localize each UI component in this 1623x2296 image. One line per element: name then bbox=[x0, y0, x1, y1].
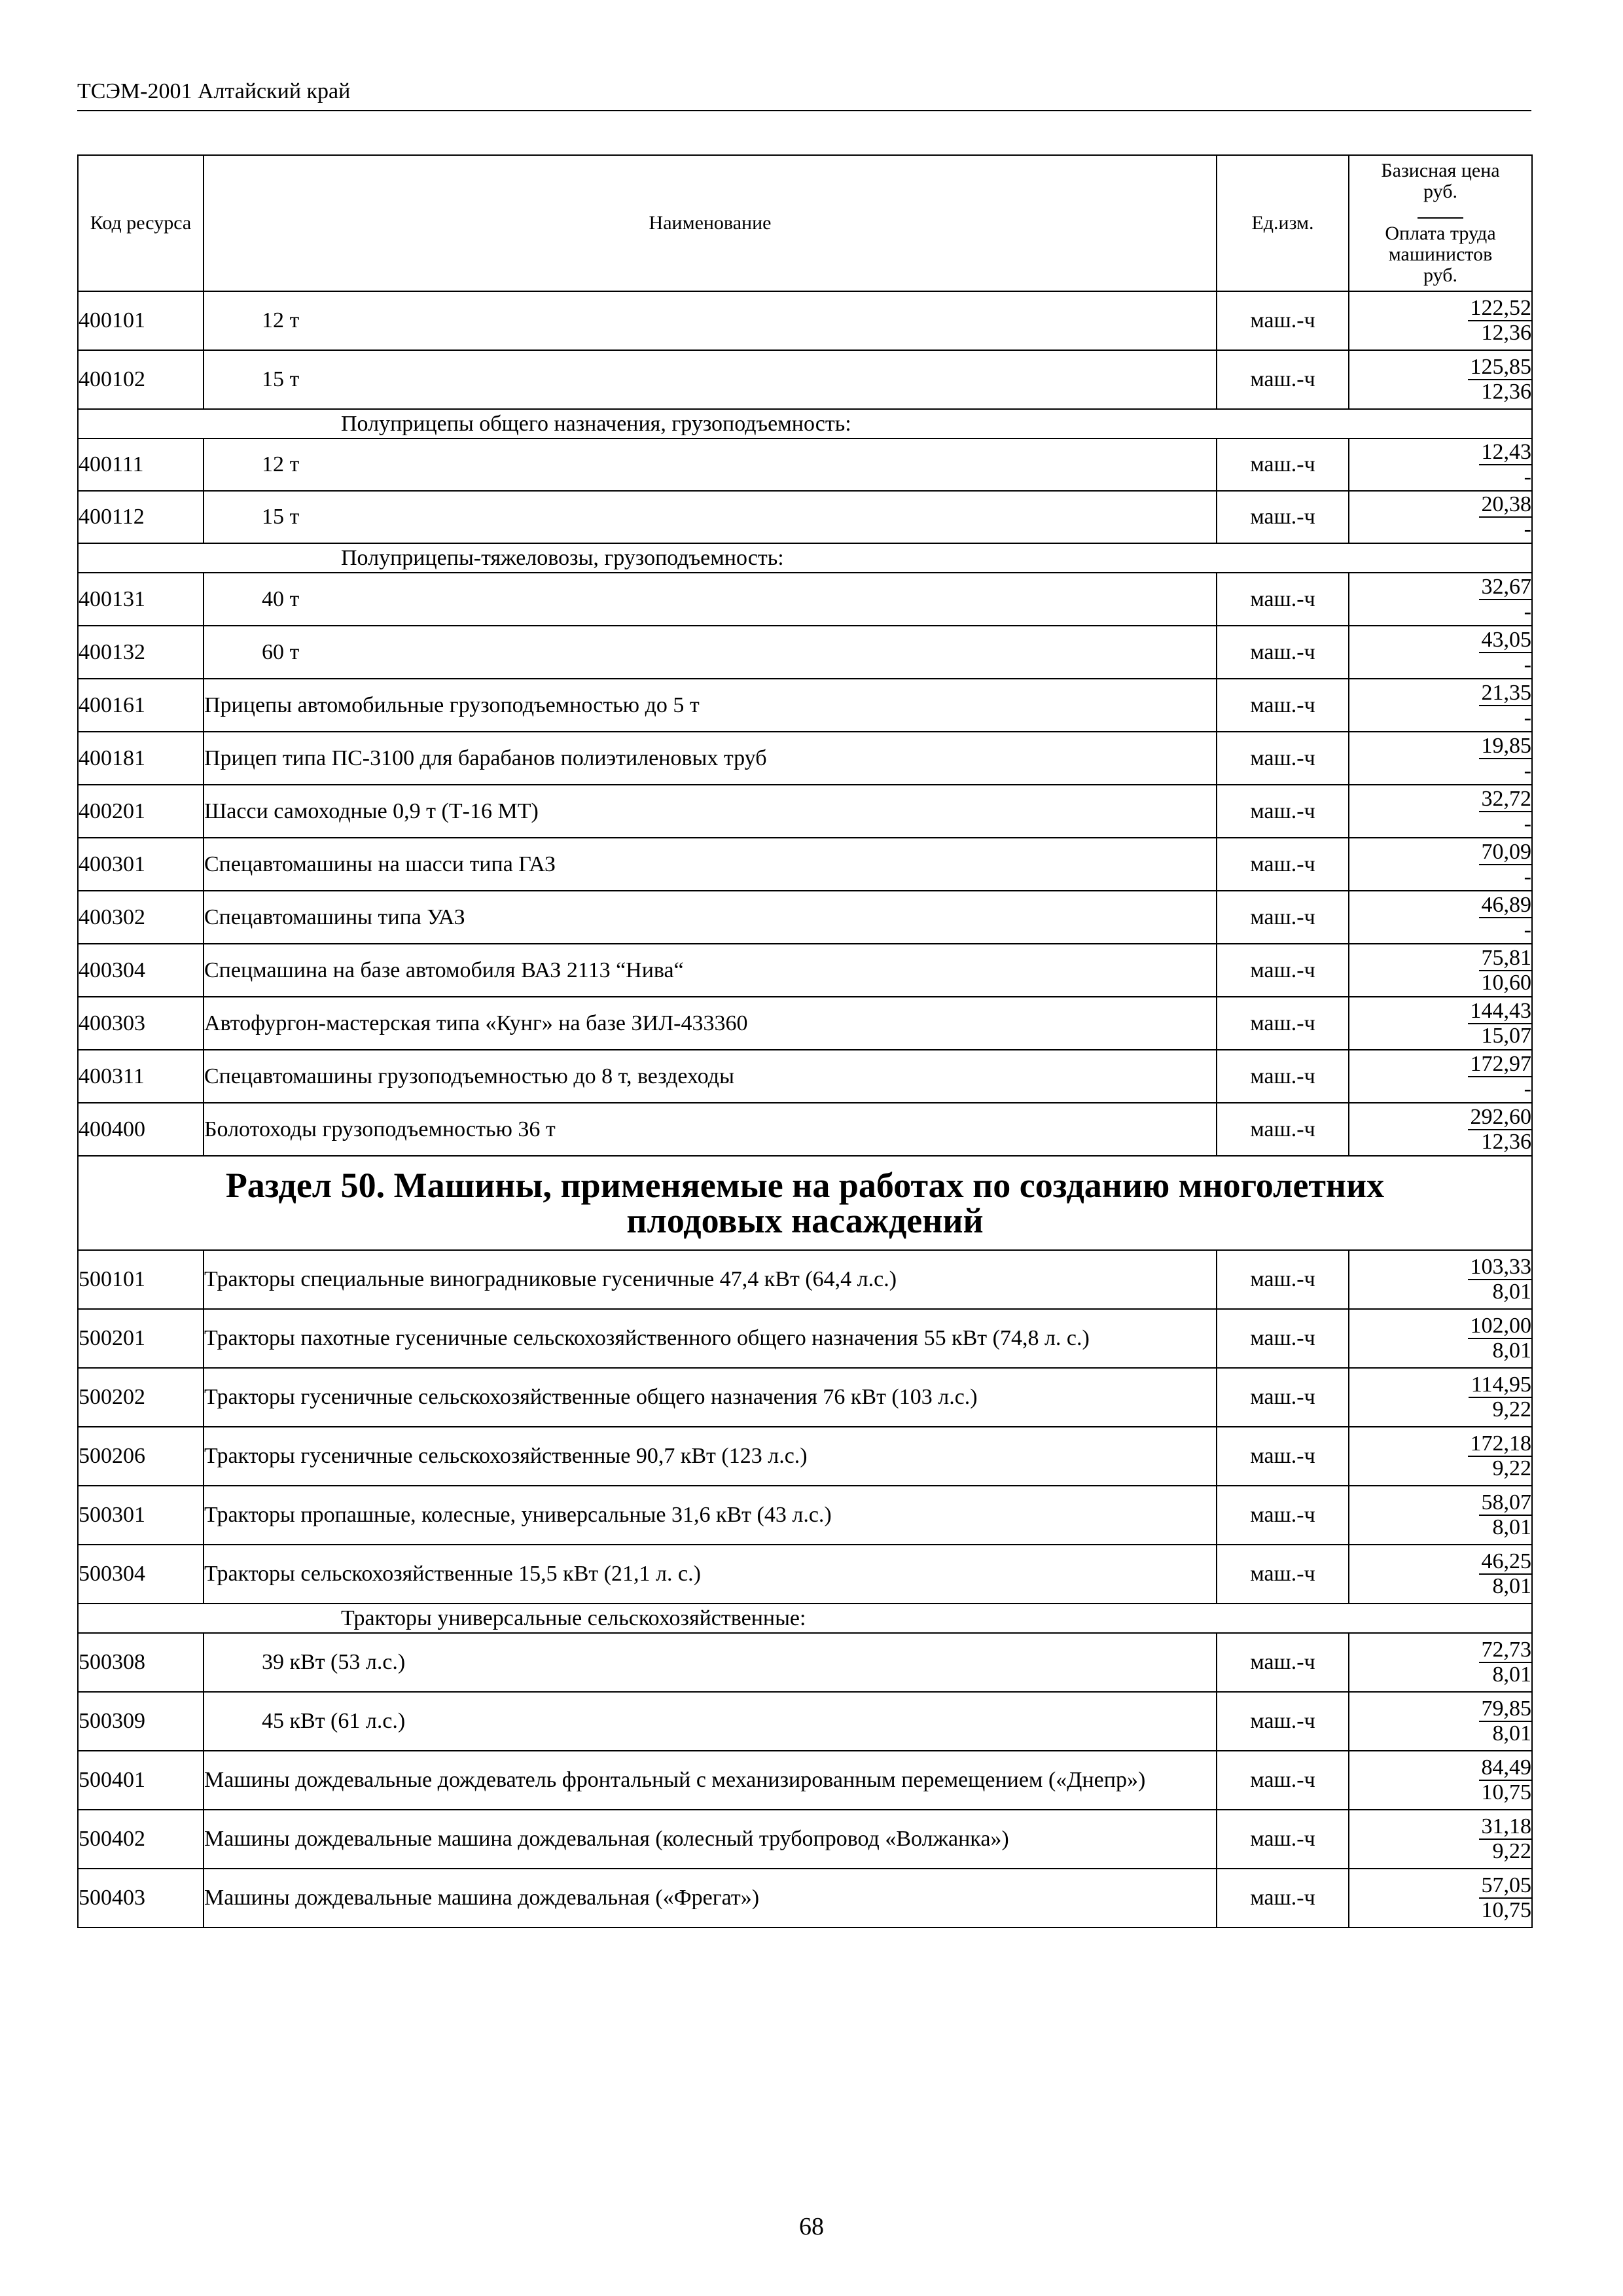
header-wage-line2: машинистов bbox=[1388, 243, 1493, 265]
table-row bbox=[78, 679, 1532, 732]
resource-code: 500202 bbox=[78, 1368, 204, 1427]
table-row bbox=[78, 1692, 1532, 1751]
resource-unit: маш.-ч bbox=[1217, 838, 1349, 891]
price-fraction bbox=[1468, 1105, 1532, 1154]
price-fraction bbox=[1468, 1255, 1532, 1304]
base-price: 75,81 bbox=[1479, 946, 1532, 971]
header-name: Наименование bbox=[204, 155, 1217, 291]
base-price: 72,73 bbox=[1479, 1638, 1532, 1663]
operator-wage: 12,36 bbox=[1481, 321, 1531, 345]
operator-wage: 9,22 bbox=[1492, 1397, 1531, 1422]
price-cell bbox=[1349, 1427, 1532, 1486]
table-row bbox=[78, 1427, 1532, 1486]
operator-wage: - bbox=[1524, 758, 1531, 783]
price-cell bbox=[1349, 1869, 1532, 1928]
operator-wage: - bbox=[1524, 517, 1531, 541]
subheading-row bbox=[78, 543, 1532, 573]
base-price: 46,89 bbox=[1479, 893, 1532, 918]
resource-name: 15 т bbox=[204, 491, 1217, 543]
table-row bbox=[78, 732, 1532, 785]
resource-code: 500401 bbox=[78, 1751, 204, 1810]
price-cell bbox=[1349, 1692, 1532, 1751]
price-fraction bbox=[1468, 1432, 1532, 1480]
price-cell bbox=[1349, 997, 1532, 1050]
table-row bbox=[78, 1751, 1532, 1810]
resource-unit: маш.-ч bbox=[1217, 1427, 1349, 1486]
base-price: 103,33 bbox=[1468, 1255, 1532, 1280]
resource-name: Тракторы специальные виноградниковые гусеничные 47,4 кВт (64,4 л.с.) bbox=[204, 1250, 1217, 1309]
resource-name: Тракторы гусеничные сельскохозяйственные 90,7 кВт (123 л.с.) bbox=[204, 1427, 1217, 1486]
resource-name: Болотоходы грузоподъемностью 36 т bbox=[204, 1103, 1217, 1156]
price-fraction bbox=[1479, 628, 1532, 677]
resource-unit: маш.-ч bbox=[1217, 1368, 1349, 1427]
resource-unit: маш.-ч bbox=[1217, 439, 1349, 491]
resource-unit: маш.-ч bbox=[1217, 891, 1349, 944]
section-heading bbox=[79, 1162, 1531, 1244]
operator-wage: 8,01 bbox=[1492, 1280, 1531, 1304]
price-fraction bbox=[1479, 1874, 1532, 1922]
resource-code: 500304 bbox=[78, 1545, 204, 1604]
resource-unit: маш.-ч bbox=[1217, 1633, 1349, 1692]
table-row bbox=[78, 891, 1532, 944]
resource-unit: маш.-ч bbox=[1217, 785, 1349, 838]
price-fraction bbox=[1479, 681, 1532, 730]
resource-name: 12 т bbox=[204, 291, 1217, 350]
resource-name: Тракторы пахотные гусеничные сельскохозяйственного общего назначения 55 кВт (74,8 л. с.) bbox=[204, 1309, 1217, 1368]
table-row bbox=[78, 1368, 1532, 1427]
resource-code: 400181 bbox=[78, 732, 204, 785]
header-price-line1: Базисная цена bbox=[1381, 160, 1500, 181]
resource-unit: маш.-ч bbox=[1217, 1050, 1349, 1103]
resource-name: Шасси самоходные 0,9 т (Т-16 МТ) bbox=[204, 785, 1217, 838]
table-row bbox=[78, 997, 1532, 1050]
table-row bbox=[78, 1309, 1532, 1368]
price-cell bbox=[1349, 1250, 1532, 1309]
resource-unit: маш.-ч bbox=[1217, 350, 1349, 409]
operator-wage: 9,22 bbox=[1492, 1839, 1531, 1863]
price-fraction bbox=[1479, 946, 1532, 995]
resource-unit: маш.-ч bbox=[1217, 1250, 1349, 1309]
resource-code: 500101 bbox=[78, 1250, 204, 1309]
resource-name: 60 т bbox=[204, 626, 1217, 679]
operator-wage: 8,01 bbox=[1492, 1574, 1531, 1598]
table-row bbox=[78, 291, 1532, 350]
price-cell bbox=[1349, 1545, 1532, 1604]
subheading-row bbox=[78, 1604, 1532, 1633]
base-price: 84,49 bbox=[1479, 1756, 1532, 1781]
table-row bbox=[78, 1103, 1532, 1156]
table-row bbox=[78, 1810, 1532, 1869]
subheading: Полуприцепы-тяжеловозы, грузоподъемность: bbox=[204, 543, 1532, 573]
resource-code: 400201 bbox=[78, 785, 204, 838]
price-fraction bbox=[1479, 1697, 1532, 1746]
operator-wage: 10,75 bbox=[1481, 1898, 1531, 1922]
price-fraction bbox=[1479, 1550, 1532, 1598]
resource-code: 400400 bbox=[78, 1103, 204, 1156]
section-heading-row bbox=[78, 1156, 1532, 1250]
base-price: 172,18 bbox=[1468, 1432, 1532, 1457]
resource-name: Прицепы автомобильные грузоподъемностью до 5 т bbox=[204, 679, 1217, 732]
table-header bbox=[78, 155, 1532, 291]
operator-wage: 15,07 bbox=[1481, 1023, 1531, 1048]
resource-unit: маш.-ч bbox=[1217, 1869, 1349, 1928]
operator-wage: 12,36 bbox=[1481, 1129, 1531, 1154]
resource-code: 400161 bbox=[78, 679, 204, 732]
operator-wage: - bbox=[1524, 811, 1531, 836]
price-fraction bbox=[1469, 1373, 1531, 1422]
table-row bbox=[78, 1486, 1532, 1545]
resource-table bbox=[77, 154, 1533, 1928]
resource-code: 400101 bbox=[78, 291, 204, 350]
resource-code: 500308 bbox=[78, 1633, 204, 1692]
operator-wage: - bbox=[1524, 465, 1531, 489]
base-price: 21,35 bbox=[1479, 681, 1532, 706]
subheading: Тракторы универсальные сельскохозяйственные: bbox=[204, 1604, 1532, 1633]
price-cell bbox=[1349, 1751, 1532, 1810]
price-cell bbox=[1349, 1368, 1532, 1427]
header-wage-line3: руб. bbox=[1423, 264, 1457, 286]
resource-name: 15 т bbox=[204, 350, 1217, 409]
price-fraction bbox=[1479, 440, 1532, 489]
resource-unit: маш.-ч bbox=[1217, 1751, 1349, 1810]
operator-wage: - bbox=[1524, 917, 1531, 942]
price-fraction bbox=[1479, 734, 1532, 783]
operator-wage: 10,75 bbox=[1481, 1780, 1531, 1804]
header-code: Код ресурса bbox=[78, 155, 204, 291]
subheading: Полуприцепы общего назначения, грузоподъемность: bbox=[204, 409, 1532, 439]
table-row bbox=[78, 573, 1532, 626]
table-row bbox=[78, 838, 1532, 891]
header-wage-line1: Оплата труда bbox=[1385, 223, 1496, 244]
resource-name: 39 кВт (53 л.с.) bbox=[204, 1633, 1217, 1692]
price-cell bbox=[1349, 350, 1532, 409]
resource-unit: маш.-ч bbox=[1217, 1692, 1349, 1751]
resource-name: Спецмашина на базе автомобиля ВАЗ 2113 “Нива“ bbox=[204, 944, 1217, 997]
resource-name: Тракторы сельскохозяйственные 15,5 кВт (21,1 л. с.) bbox=[204, 1545, 1217, 1604]
price-cell bbox=[1349, 1103, 1532, 1156]
resource-code: 400112 bbox=[78, 491, 204, 543]
resource-unit: маш.-ч bbox=[1217, 997, 1349, 1050]
price-fraction bbox=[1479, 1638, 1532, 1687]
operator-wage: - bbox=[1524, 864, 1531, 889]
resource-name: Машины дождевальные дождеватель фронтальный с механизированным перемещением («Днепр») bbox=[204, 1751, 1217, 1810]
resource-code: 400102 bbox=[78, 350, 204, 409]
price-cell bbox=[1349, 891, 1532, 944]
price-fraction bbox=[1479, 575, 1532, 624]
resource-unit: маш.-ч bbox=[1217, 732, 1349, 785]
operator-wage: 8,01 bbox=[1492, 1515, 1531, 1539]
resource-unit: маш.-ч bbox=[1217, 1545, 1349, 1604]
table-row bbox=[78, 944, 1532, 997]
base-price: 125,85 bbox=[1468, 355, 1532, 380]
table-row bbox=[78, 1050, 1532, 1103]
base-price: 46,25 bbox=[1479, 1550, 1532, 1575]
resource-unit: маш.-ч bbox=[1217, 944, 1349, 997]
resource-code: 500201 bbox=[78, 1309, 204, 1368]
price-cell bbox=[1349, 1309, 1532, 1368]
price-cell bbox=[1349, 1486, 1532, 1545]
resource-name: Автофургон-мастерская типа «Кунг» на базе ЗИЛ-433360 bbox=[204, 997, 1217, 1050]
resource-code: 400303 bbox=[78, 997, 204, 1050]
operator-wage: 12,36 bbox=[1481, 380, 1531, 404]
base-price: 79,85 bbox=[1479, 1697, 1532, 1722]
price-cell bbox=[1349, 1810, 1532, 1869]
base-price: 144,43 bbox=[1468, 999, 1532, 1024]
resource-code: 500403 bbox=[78, 1869, 204, 1928]
price-fraction bbox=[1479, 1491, 1532, 1539]
page-number: 68 bbox=[799, 2213, 824, 2240]
resource-name: Спецавтомашины грузоподъемностью до 8 т, вездеходы bbox=[204, 1050, 1217, 1103]
resource-unit: маш.-ч bbox=[1217, 679, 1349, 732]
section-heading-line1: Раздел 50. Машины, применяемые на работах по созданию многолетних bbox=[225, 1166, 1385, 1205]
header-price-line2: руб. bbox=[1423, 181, 1457, 202]
resource-name: Тракторы пропашные, колесные, универсальные 31,6 кВт (43 л.с.) bbox=[204, 1486, 1217, 1545]
price-cell bbox=[1349, 491, 1532, 543]
header-price bbox=[1349, 155, 1532, 291]
price-cell bbox=[1349, 679, 1532, 732]
resource-unit: маш.-ч bbox=[1217, 573, 1349, 626]
price-fraction bbox=[1479, 840, 1532, 889]
resource-name: 40 т bbox=[204, 573, 1217, 626]
price-fraction bbox=[1468, 296, 1532, 345]
resource-name: Машины дождевальные машина дождевальная (колесный трубопровод «Волжанка») bbox=[204, 1810, 1217, 1869]
base-price: 31,18 bbox=[1479, 1815, 1532, 1840]
price-cell bbox=[1349, 291, 1532, 350]
table-row bbox=[78, 350, 1532, 409]
base-price: 70,09 bbox=[1479, 840, 1532, 865]
resource-code: 400311 bbox=[78, 1050, 204, 1103]
resource-code: 400132 bbox=[78, 626, 204, 679]
price-fraction bbox=[1468, 355, 1532, 404]
operator-wage: - bbox=[1524, 1076, 1531, 1101]
resource-code: 500301 bbox=[78, 1486, 204, 1545]
resource-code: 500206 bbox=[78, 1427, 204, 1486]
operator-wage: 8,01 bbox=[1492, 1662, 1531, 1687]
resource-unit: маш.-ч bbox=[1217, 1486, 1349, 1545]
resource-name: Спецавтомашины типа УАЗ bbox=[204, 891, 1217, 944]
price-cell bbox=[1349, 573, 1532, 626]
resource-name: Машины дождевальные машина дождевальная («Фрегат») bbox=[204, 1869, 1217, 1928]
base-price: 12,43 bbox=[1479, 440, 1532, 465]
resource-code: 400302 bbox=[78, 891, 204, 944]
resource-code: 400301 bbox=[78, 838, 204, 891]
resource-code: 500309 bbox=[78, 1692, 204, 1751]
resource-unit: маш.-ч bbox=[1217, 491, 1349, 543]
price-cell bbox=[1349, 1050, 1532, 1103]
operator-wage: - bbox=[1524, 599, 1531, 624]
resource-name: 45 кВт (61 л.с.) bbox=[204, 1692, 1217, 1751]
price-cell bbox=[1349, 1633, 1532, 1692]
operator-wage: 8,01 bbox=[1492, 1721, 1531, 1746]
base-price: 19,85 bbox=[1479, 734, 1532, 759]
base-price: 20,38 bbox=[1479, 493, 1532, 518]
resource-unit: маш.-ч bbox=[1217, 291, 1349, 350]
base-price: 114,95 bbox=[1469, 1373, 1531, 1398]
price-cell bbox=[1349, 944, 1532, 997]
operator-wage: 10,60 bbox=[1481, 970, 1531, 995]
table-row bbox=[78, 785, 1532, 838]
price-fraction bbox=[1479, 493, 1532, 541]
base-price: 32,67 bbox=[1479, 575, 1532, 600]
base-price: 32,72 bbox=[1479, 787, 1532, 812]
operator-wage: 9,22 bbox=[1492, 1456, 1531, 1480]
table-row bbox=[78, 626, 1532, 679]
table-row bbox=[78, 439, 1532, 491]
price-cell bbox=[1349, 785, 1532, 838]
resource-code: 500402 bbox=[78, 1810, 204, 1869]
table-row bbox=[78, 491, 1532, 543]
price-fraction bbox=[1468, 1052, 1532, 1101]
price-fraction bbox=[1479, 1756, 1532, 1804]
base-price: 292,60 bbox=[1468, 1105, 1532, 1130]
price-fraction bbox=[1479, 787, 1532, 836]
resource-name: Спецавтомашины на шасси типа ГАЗ bbox=[204, 838, 1217, 891]
table-row bbox=[78, 1633, 1532, 1692]
operator-wage: 8,01 bbox=[1492, 1338, 1531, 1363]
subheading-row bbox=[78, 409, 1532, 439]
price-fraction bbox=[1479, 893, 1532, 942]
base-price: 58,07 bbox=[1479, 1491, 1532, 1516]
operator-wage: - bbox=[1524, 705, 1531, 730]
page-header bbox=[77, 77, 1531, 111]
section-heading-line2: плодовых насаждений bbox=[626, 1201, 984, 1240]
base-price: 172,97 bbox=[1468, 1052, 1532, 1077]
table-row bbox=[78, 1869, 1532, 1928]
resource-code: 400111 bbox=[78, 439, 204, 491]
price-fraction bbox=[1468, 999, 1532, 1048]
price-cell bbox=[1349, 626, 1532, 679]
resource-name: Тракторы гусеничные сельскохозяйственные общего назначения 76 кВт (103 л.с.) bbox=[204, 1368, 1217, 1427]
price-cell bbox=[1349, 439, 1532, 491]
document-title: ТСЭМ-2001 Алтайский край bbox=[77, 79, 351, 103]
base-price: 102,00 bbox=[1468, 1314, 1532, 1339]
resource-unit: маш.-ч bbox=[1217, 1103, 1349, 1156]
header-unit: Ед.изм. bbox=[1217, 155, 1349, 291]
price-fraction bbox=[1468, 1314, 1532, 1363]
resource-name: Прицеп типа ПС-3100 для барабанов полиэтиленовых труб bbox=[204, 732, 1217, 785]
resource-unit: маш.-ч bbox=[1217, 626, 1349, 679]
resource-name: 12 т bbox=[204, 439, 1217, 491]
price-cell bbox=[1349, 838, 1532, 891]
base-price: 43,05 bbox=[1479, 628, 1532, 653]
header-divider bbox=[1349, 202, 1531, 223]
price-cell bbox=[1349, 732, 1532, 785]
resource-unit: маш.-ч bbox=[1217, 1810, 1349, 1869]
table-row bbox=[78, 1545, 1532, 1604]
operator-wage: - bbox=[1524, 652, 1531, 677]
table-row bbox=[78, 1250, 1532, 1309]
price-fraction bbox=[1479, 1815, 1532, 1863]
base-price: 57,05 bbox=[1479, 1874, 1532, 1899]
resource-code: 400304 bbox=[78, 944, 204, 997]
resource-unit: маш.-ч bbox=[1217, 1309, 1349, 1368]
base-price: 122,52 bbox=[1468, 296, 1532, 321]
resource-code: 400131 bbox=[78, 573, 204, 626]
